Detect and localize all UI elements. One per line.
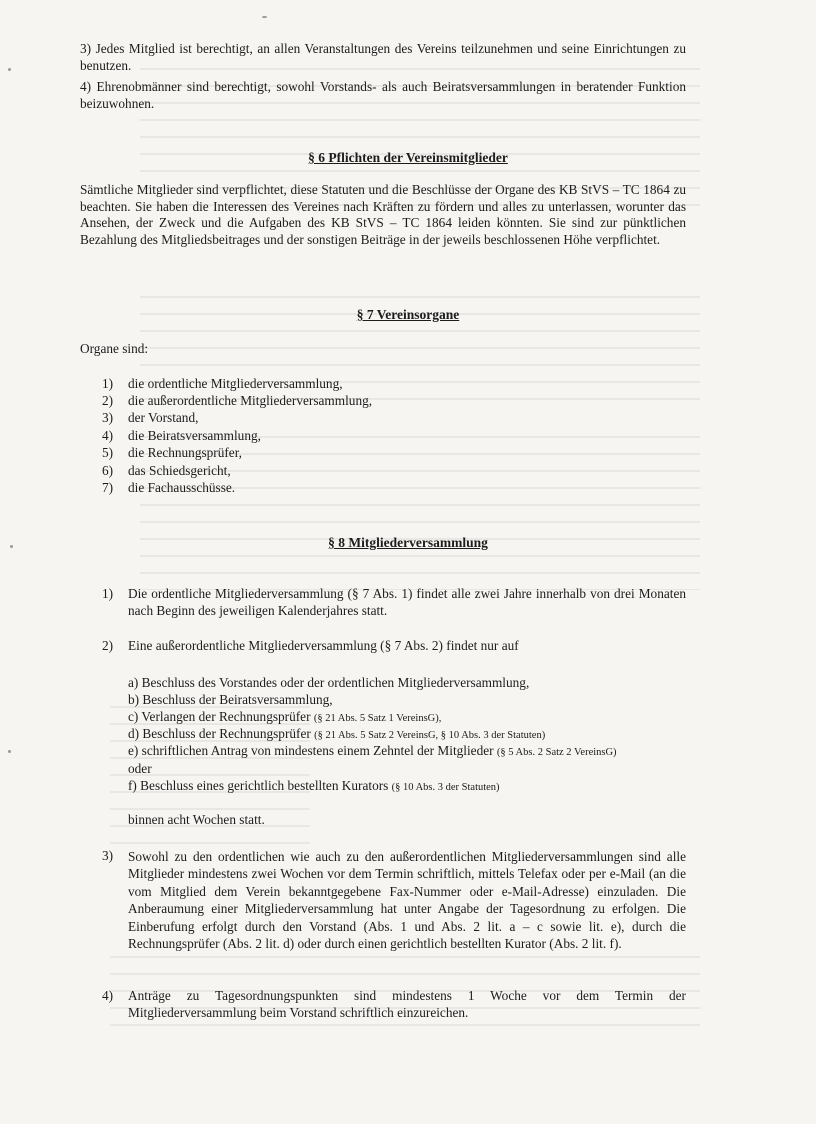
sub-item-f [128, 778, 500, 797]
list-item: die ordentliche Mitgliederversammlung, [128, 376, 343, 391]
list-number: 6) [102, 463, 114, 478]
sub-item-f-text: f) Beschluss eines gerichtlich bestellten Kurators [128, 778, 389, 793]
scan-speck [8, 750, 11, 753]
list-number: 5) [102, 445, 114, 460]
section-8-item-3: Sowohl zu den ordentlichen wie auch zu den außerordentlichen Mitgliederversammlungen sind alle Mitglieder mindestens zwei Wochen vor dem Termin schriftlich, mittels Telefax oder per e-Mail (an die vom Mitglied dem Verein bekanntgegebene Fax-Nummer oder e-Mail-Adresse) einzuladen. Die Anberaumung einer Mitgliederversammlung hat unter Angabe der Tagesordnung zu erfolgen. Die Einberufung erfolgt durch den Vorstand (Abs. 1 und Abs. 2 lit. a – c sowie lit. e), durch die Rechnungsprüfer (Abs. 2 lit. d) oder durch einen gerichtlich bestellten Kurator (Abs. 2 lit. f). [128, 849, 686, 952]
sub-item-d [128, 726, 545, 745]
sub-item-d-text: d) Beschluss der Rechnungsprüfer [128, 726, 311, 741]
paragraph-4: 4) Ehrenobmänner sind berechtigt, sowohl Vorstands- als auch Beiratsversammlungen in beratender Funktion beizuwohnen. [80, 79, 686, 111]
section-8-heading: § 8 Mitgliederversammlung [328, 535, 488, 550]
section-8-item-2: Eine außerordentliche Mitgliederversammlung (§ 7 Abs. 2) findet nur auf [128, 638, 519, 653]
sub-item-e-reference: (§ 5 Abs. 2 Satz 2 VereinsG) [496, 747, 617, 758]
list-item: die außerordentliche Mitgliederversammlung, [128, 393, 373, 408]
sub-item-c-text: c) Verlangen der Rechnungsprüfer [128, 709, 311, 724]
item-1-number: 1) [102, 586, 114, 601]
list-number: 1) [102, 376, 114, 391]
sub-item-e-text: e) schriftlichen Antrag von mindestens einem Zehntel der Mitglieder [128, 743, 494, 758]
list-item: das Schiedsgericht, [128, 463, 231, 478]
list-number: 4) [102, 428, 114, 443]
section-7-intro: Organe sind: [80, 341, 149, 356]
sub-item-f-reference: (§ 10 Abs. 3 der Statuten) [391, 782, 500, 793]
sub-item-a: a) Beschluss des Vorstandes oder der ordentlichen Mitgliederversammlung, [128, 675, 530, 690]
list-item: die Fachausschüsse. [128, 480, 236, 495]
section-7-heading: § 7 Vereinsorgane [356, 307, 460, 322]
list-item: die Rechnungsprüfer, [128, 445, 242, 460]
sub-item-c [128, 709, 441, 728]
section-8-item-1: Die ordentliche Mitgliederversammlung (§ 7 Abs. 1) findet alle zwei Jahre innerhalb von drei Monaten nach Beginn des jeweiligen Kalenderjahres statt. [128, 586, 686, 618]
list-item: der Vorstand, [128, 410, 199, 425]
list-number: 3) [102, 410, 114, 425]
sub-item-b: b) Beschluss der Beiratsversammlung, [128, 692, 333, 707]
section-8-item-4: Anträge zu Tagesordnungspunkten sind mindestens 1 Woche vor dem Termin der Mitgliederversammlung beim Vorstand schriftlich einzureichen. [128, 988, 686, 1020]
item-2-number: 2) [102, 638, 114, 653]
scan-speck [262, 16, 267, 18]
sub-item-d-reference: (§ 21 Abs. 5 Satz 2 VereinsG, § 10 Abs. 3 der Statuten) [314, 730, 546, 741]
list-item: die Beiratsversammlung, [128, 428, 261, 443]
section-6-heading: § 6 Pflichten der Vereinsmitglieder [308, 150, 508, 165]
sub-item-oder: oder [128, 761, 152, 776]
scan-speck [8, 68, 11, 71]
section-6-body: Sämtliche Mitglieder sind verpflichtet, diese Statuten und die Beschlüsse der Organe des KB StVS – TC 1864 zu beachten. Sie haben die Interessen des Vereines nach Kräften zu fördern und alles zu unterlassen, worunter das Ansehen, der Zweck und die Aufgaben des KB StVS – TC 1864 leiden könnten. Sie sind zur pünktlichen Bezahlung des Mitgliedsbeitrages und der sonstigen Beiträge in der jeweils beschlossenen Höhe verpflichtet. [80, 182, 686, 247]
list-number: 7) [102, 480, 114, 495]
item-3-number: 3) [102, 848, 114, 863]
binnen-statement: binnen acht Wochen statt. [128, 812, 265, 827]
sub-item-c-reference: (§ 21 Abs. 5 Satz 1 VereinsG), [313, 713, 442, 724]
list-number: 2) [102, 393, 114, 408]
sub-item-e [128, 743, 617, 762]
item-4-number: 4) [102, 988, 114, 1003]
paragraph-3: 3) Jedes Mitglied ist berechtigt, an allen Veranstaltungen des Vereins teilzunehmen und seine Einrichtungen zu benutzen. [80, 41, 686, 73]
